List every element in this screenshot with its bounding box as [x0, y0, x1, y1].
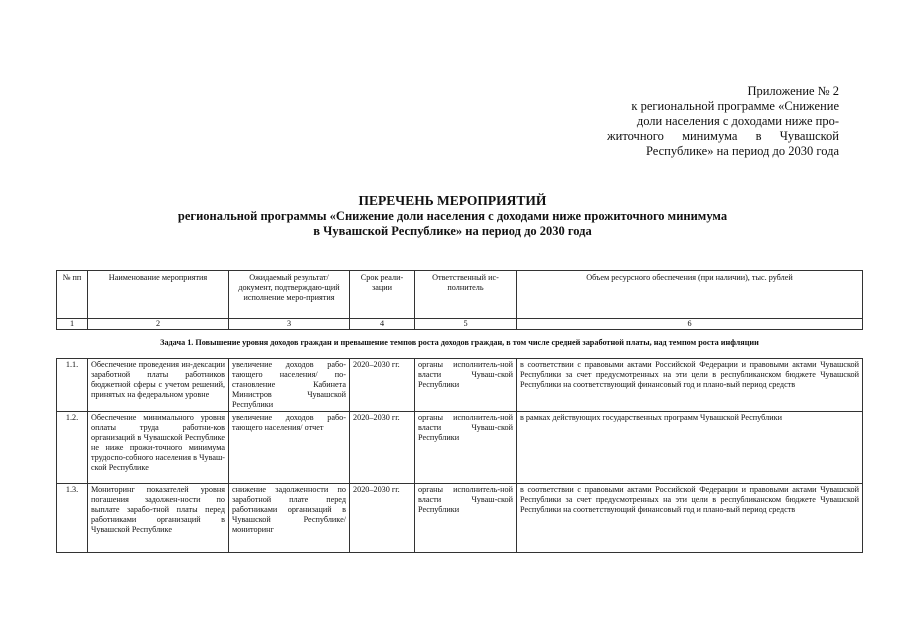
header-executor: Ответственный ис-полнитель	[415, 271, 517, 319]
term: 2020–2030 гг.	[350, 412, 415, 484]
header-resources: Объем ресурсного обеспечения (при наличии), тыс. рублей	[517, 271, 863, 319]
appendix-line: житочного минимума в Чувашской	[607, 129, 839, 143]
resources: в соответствии с правовыми актами Российской Федерации и правовыми актами Чувашской Республики за счет предусмотренных на эти цели в республиканском бюджете Чувашской Республики на соответствующий финансовый год и плано-вый период средств	[517, 359, 863, 412]
header-expected-result: Ожидаемый результат/ документ, подтверждаю-щий исполнение меро-приятия	[229, 271, 350, 319]
resources: в соответствии с правовыми актами Российской Федерации и правовыми актами Чувашской Республики за счет предусмотренных на эти цели в республиканском бюджете Чувашской Республики на соответствующий финансовый год и плано-вый период средств	[517, 484, 863, 553]
measure-name: Мониторинг показателей уровня погашения задолжен-ности по выплате зарабо-тной платы перед работниками организаций в Чувашской Республике	[88, 484, 229, 553]
appendix-line: Приложение № 2	[747, 84, 839, 98]
document-subtitle-line: в Чувашской Республике» на период до 2030 года	[313, 224, 592, 238]
row-number: 1.3.	[57, 484, 88, 553]
appendix-line: к региональной программе «Снижение	[631, 99, 839, 113]
task-row	[57, 330, 863, 359]
measure-name: Обеспечение минимального уровня оплаты труда работни-ков организаций в Чувашской Республике не ниже прожи-точного минимума трудоспо-собного населения в Чуваш-ской Республике	[88, 412, 229, 484]
column-number: 5	[415, 319, 517, 330]
table-row	[57, 484, 863, 553]
measure-name: Обеспечение проведения ин-дексации заработной платы работников бюджетной сферы с учетом решений, принятых на федеральном уровне	[88, 359, 229, 412]
task-title: Задача 1. Повышение уровня доходов граждан и превышение темпов роста доходов граждан, в том числе средней заработной платы, над темпом роста инфляции	[57, 330, 863, 359]
table-row	[57, 412, 863, 484]
header-term: Срок реали-зации	[350, 271, 415, 319]
document-title: ПЕРЕЧЕНЬ МЕРОПРИЯТИЙ	[358, 193, 547, 208]
column-number: 4	[350, 319, 415, 330]
row-number: 1.2.	[57, 412, 88, 484]
executor: органы исполнитель-ной власти Чуваш-ской Республики	[415, 359, 517, 412]
appendix-line: Республике» на период до 2030 года	[645, 144, 839, 158]
expected-result: увеличение доходов рабо-тающего населения/ по-становление Кабинета Министров Чувашской Республики	[229, 359, 350, 412]
header-measure-name: Наименование мероприятия	[88, 271, 229, 319]
column-number: 2	[88, 319, 229, 330]
document-heading	[0, 193, 905, 239]
appendix-note	[607, 84, 839, 159]
appendix-line: доли населения с доходами ниже про-	[636, 114, 839, 128]
executor: органы исполнитель-ной власти Чуваш-ской Республики	[415, 412, 517, 484]
term: 2020–2030 гг.	[350, 359, 415, 412]
expected-result: увеличение доходов рабо-тающего населения/ отчет	[229, 412, 350, 484]
header-number: № пп	[57, 271, 88, 319]
table-row	[57, 359, 863, 412]
resources: в рамках действующих государственных программ Чувашской Республики	[517, 412, 863, 484]
row-number: 1.1.	[57, 359, 88, 412]
column-number: 6	[517, 319, 863, 330]
document-subtitle-line: региональной программы «Снижение доли населения с доходами ниже прожиточного минимума	[177, 209, 728, 223]
executor: органы исполнитель-ной власти Чуваш-ской Республики	[415, 484, 517, 553]
column-number: 3	[229, 319, 350, 330]
column-number: 1	[57, 319, 88, 330]
expected-result: снижение задолженности по заработной плате перед работниками организаций в Чувашской Республике/ мониторинг	[229, 484, 350, 553]
term: 2020–2030 гг.	[350, 484, 415, 553]
column-number-row	[57, 319, 863, 330]
table-header-row	[57, 271, 863, 319]
measures-table	[56, 270, 863, 553]
